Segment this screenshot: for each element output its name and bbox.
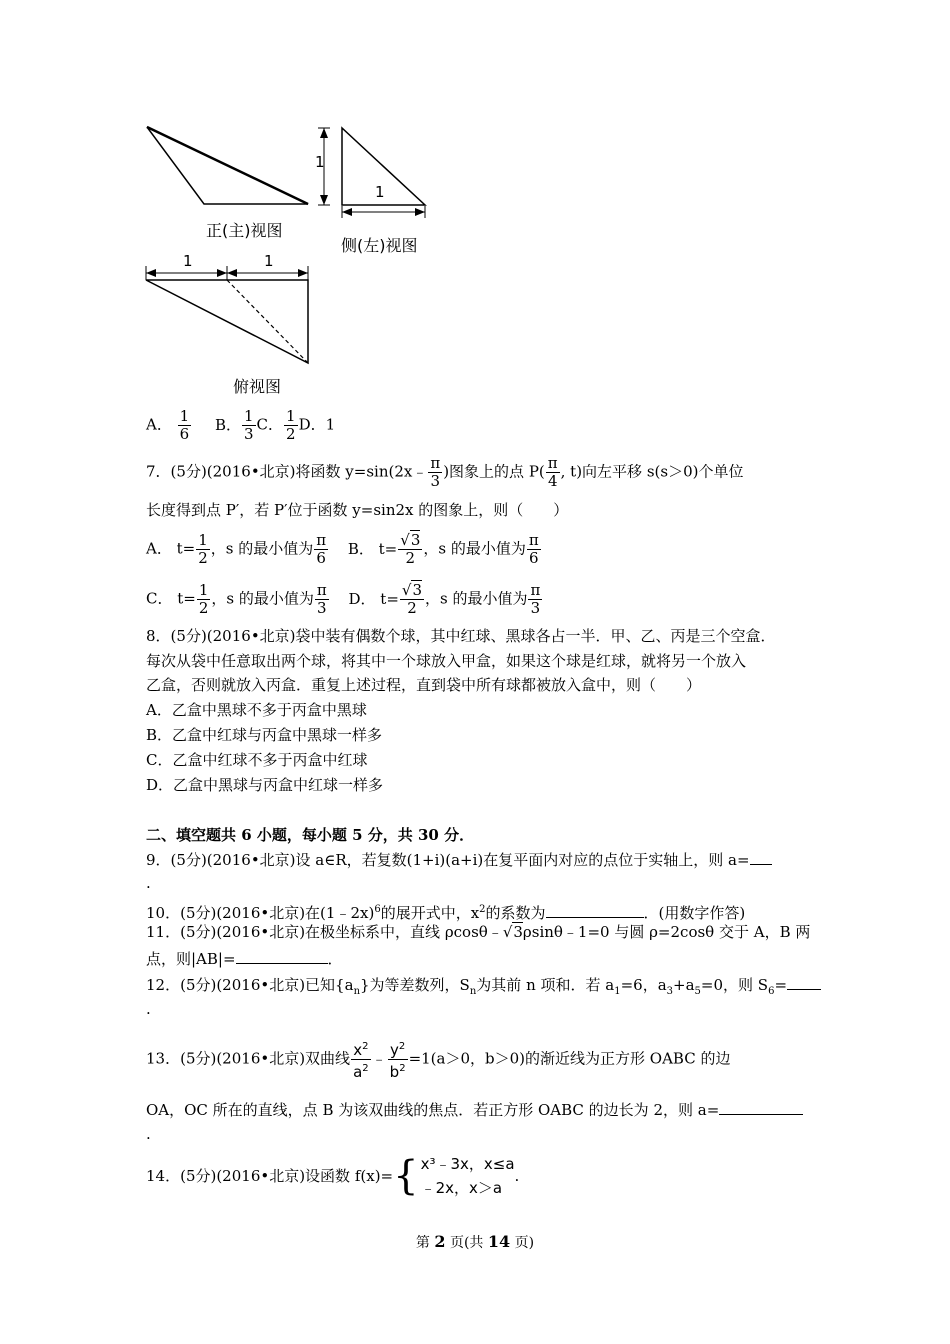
side-dim-vertical: 1	[315, 153, 325, 171]
q6-frac-a: $\frac{1}{6}$	[179, 407, 190, 443]
q10: 10．(5分)(2016•北京)在(1﹣2x)$^6$的展开式中，$x^2$的系数为 ．(用数字作答)	[146, 904, 746, 922]
side-view-figure	[310, 120, 435, 230]
q13-line1: 13．(5分)(2016•北京)双曲线 $\frac{x^2}{a^2}$ ﹣ $\frac{y^2}{b^2}$ =1(a＞0，b＞0)的渐近线为正方形 OABC 的边	[146, 1038, 730, 1081]
q9-line1: 9．(5分)(2016•北京)设 a∈R，若复数(1+i)(a+i)在复平面内对应的点位于实轴上，则 a=	[146, 849, 772, 870]
q7-options-ab: A． t= $\frac{1}{2}$ ，s 的最小值为 $\frac{\pi}{6}$ B． t= $\frac{√3}{2}$ ，s 的最小值为 $\frac{\pi}{6}$	[146, 531, 539, 567]
q6-frac-b: $\frac{1}{3}$	[243, 407, 254, 443]
q8-line2: 每次从袋中任意取出两个球，将其中一个球放入甲盒，如果这个球是红球，就将另一个放入	[146, 652, 747, 670]
q9-line2: .	[146, 874, 151, 892]
top-dim-left: 1	[183, 252, 193, 270]
q8-line3: 乙盒，否则就放入丙盒．重复上述过程，直到袋中所有球都被放入盒中，则（ ）	[146, 676, 702, 694]
q6-frac-c: $\frac{1}{2}$	[286, 407, 296, 443]
page-footer: 第 2 页(共 14 页)	[415, 1232, 535, 1251]
top-view-label: 俯视图	[233, 377, 282, 396]
q7-line2: 长度得到点 P′，若 P′位于函数 y=sin2x 的图象上，则（ ）	[146, 501, 569, 519]
q11-line1: 11．(5分)(2016•北京)在极坐标系中，直线 ρcosθ﹣√3ρsinθ﹣1=0 与圆 ρ=2cosθ 交于 A，B 两	[146, 923, 811, 941]
q12-line2: .	[146, 1000, 151, 1018]
top-dim-right: 1	[264, 252, 274, 270]
q13-line2: OA，OC 所在的直线，点 B 为该双曲线的焦点．若正方形 OABC 的边长为 2，则 a=	[146, 1099, 803, 1120]
front-view-label: 正(主)视图	[206, 221, 283, 240]
q7-options-cd: C． t= $\frac{1}{2}$ ，s 的最小值为 $\frac{\pi}{3}$ D． t= $\frac{√3}{2}$ ，s 的最小值为 $\frac{\pi}{3}$	[146, 581, 541, 617]
q6-options: A． $\frac{1}{6}$ B． $\frac{1}{3}$ C． $\frac{1}{2}$ D．1	[146, 407, 336, 443]
section-2-title: 二、填空题共 6 小题，每小题 5 分，共 30 分．	[146, 826, 475, 844]
top-view-figure	[140, 255, 320, 370]
q8-option-d: D．乙盒中黑球与丙盒中红球一样多	[146, 776, 384, 794]
q8-option-a: A．乙盒中黑球不多于丙盒中黑球	[146, 701, 367, 719]
q13-line3: .	[146, 1125, 151, 1143]
q8-option-c: C．乙盒中红球不多于丙盒中红球	[146, 751, 368, 769]
q8-option-b: B．乙盒中红球与丙盒中黑球一样多	[146, 726, 383, 744]
q12-line1: 12．(5分)(2016•北京)已知$\{a_n\}$为等差数列，$S_n$为其前 n 项和．若 $a_1=6$，$a_3+a_5=0$，则 $S_6=$	[146, 974, 821, 1002]
side-dim-horizontal: 1	[375, 183, 385, 201]
q8-line1: 8．(5分)(2016•北京)袋中装有偶数个球，其中红球、黑球各占一半．甲、乙、丙是三个空盒．	[146, 627, 776, 645]
side-view-label: 侧(左)视图	[341, 236, 418, 255]
q14: 14．(5分)(2016•北京)设函数 f(x)={ x³﹣3x，x≤a ﹣2x，x＞a .	[146, 1153, 520, 1199]
q11-line2: 点，则|AB|= ．	[146, 950, 343, 968]
q7-line1: 7．(5分)(2016•北京)将函数 y=sin(2x﹣ $\frac{\pi}{3}$ )图象上的点 P( $\frac{\pi}{4}$ , t)向左平移 s(s＞0)个单位	[146, 454, 744, 490]
front-view-figure	[140, 120, 320, 215]
